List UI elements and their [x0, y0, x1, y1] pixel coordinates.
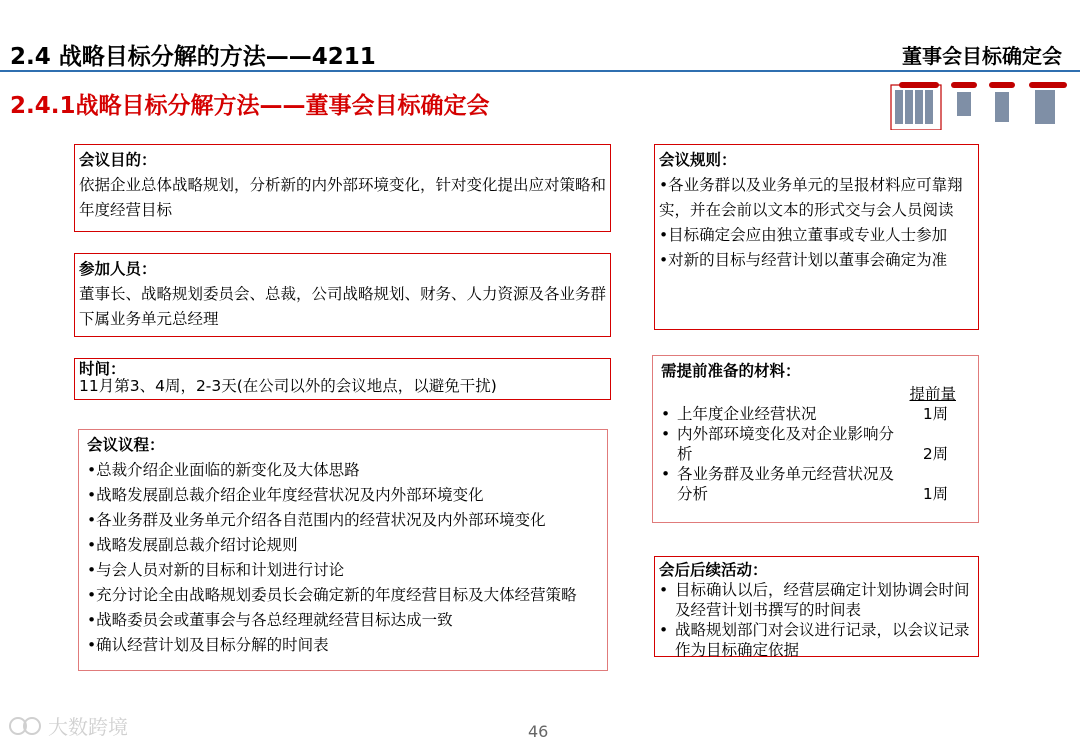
agenda-item: •与会人员对新的目标和计划进行讨论	[87, 561, 345, 579]
followup-item-text: 战略规划部门对会议进行记录，以会议记录作为目标确定依据	[675, 621, 970, 659]
agenda-item: •战略委员会或董事会与各总经理就经营目标达成一致	[87, 611, 453, 629]
bullet: •	[661, 425, 671, 443]
materials-heading: 需提前准备的材料：	[661, 362, 801, 380]
rules-heading: 会议规则：	[659, 151, 737, 169]
materials-item	[661, 424, 974, 464]
section-title: 2.4 战略目标分解的方法——4211	[10, 44, 376, 70]
header-divider	[0, 70, 1080, 72]
materials-item	[661, 404, 974, 424]
agenda-item: •战略发展副总裁介绍企业年度经营状况及内外部环境变化	[87, 486, 484, 504]
subsection-title: 2.4.1战略目标分解方法——董事会目标确定会	[10, 93, 490, 119]
agenda-item: •确认经营计划及目标分解的时间表	[87, 636, 329, 654]
watermark-logo	[8, 711, 128, 740]
agenda-item: •各业务群及业务单元介绍各自范围内的经营状况及内外部环境变化	[87, 511, 546, 529]
bullet: •	[659, 581, 669, 599]
agenda-item: •充分讨论全由战略规划委员长会确定新的年度经营目标及大体经营策略	[87, 586, 577, 604]
section-right-label: 董事会目标确定会	[902, 44, 1062, 68]
materials-box	[652, 355, 979, 523]
agenda-heading: 会议议程：	[87, 436, 165, 454]
purpose-body: 依据企业总体战略规划，分析新的内外部环境变化，针对变化提出应对策略和年度经营目标	[79, 176, 607, 219]
followup-heading: 会后后续活动：	[659, 561, 768, 579]
watermark-text: 大数跨境	[48, 715, 128, 739]
followup-item	[659, 580, 974, 620]
materials-item-text: 上年度企业经营状况	[677, 405, 817, 423]
purpose-heading: 会议目的：	[79, 151, 157, 169]
followup-box	[654, 556, 979, 657]
rules-box	[654, 144, 979, 330]
time-heading: 时间：	[79, 360, 126, 378]
rules-item: •对新的目标与经营计划以董事会确定为准	[659, 251, 948, 269]
rules-item: •目标确定会应由独立董事或专业人士参加	[659, 226, 948, 244]
bullet: •	[661, 405, 671, 423]
materials-column-header: 提前量	[909, 385, 956, 403]
agenda-box	[78, 429, 608, 671]
participants-box	[74, 253, 611, 337]
materials-item-lead-time: 1周	[922, 405, 949, 423]
agenda-item: •总裁介绍企业面临的新变化及大体思路	[87, 461, 360, 479]
materials-item	[661, 464, 974, 504]
followup-item-text: 目标确认以后，经营层确定计划协调会时间及经营计划书撰写的时间表	[675, 581, 970, 619]
page-number: 46	[528, 722, 549, 741]
materials-item-text: 各业务群及业务单元经营状况及分析	[677, 465, 895, 503]
rules-item: •各业务群以及业务单元的呈报材料应可靠翔实，并在会前以文本的形式交与会人员阅读	[659, 176, 963, 219]
materials-item-lead-time: 2周	[922, 445, 949, 463]
bullet: •	[659, 621, 669, 639]
watermark-icon	[8, 715, 42, 737]
participants-body: 董事长、战略规划委员会、总裁，公司战略规划、财务、人力资源及各业务群下属业务单元总经理	[79, 285, 607, 328]
materials-item-lead-time: 1周	[922, 485, 949, 503]
agenda-item: •战略发展副总裁介绍讨论规则	[87, 536, 298, 554]
process-thumbnail	[889, 80, 1069, 130]
materials-item-text: 内外部环境变化及对企业影响分析	[677, 425, 895, 463]
participants-heading: 参加人员：	[79, 260, 157, 278]
purpose-box	[74, 144, 611, 232]
time-box	[74, 358, 611, 400]
followup-item	[659, 620, 974, 660]
time-body: 11月第3、4周，2-3天(在公司以外的会议地点，以避免干扰)	[79, 377, 497, 395]
bullet: •	[661, 465, 671, 483]
